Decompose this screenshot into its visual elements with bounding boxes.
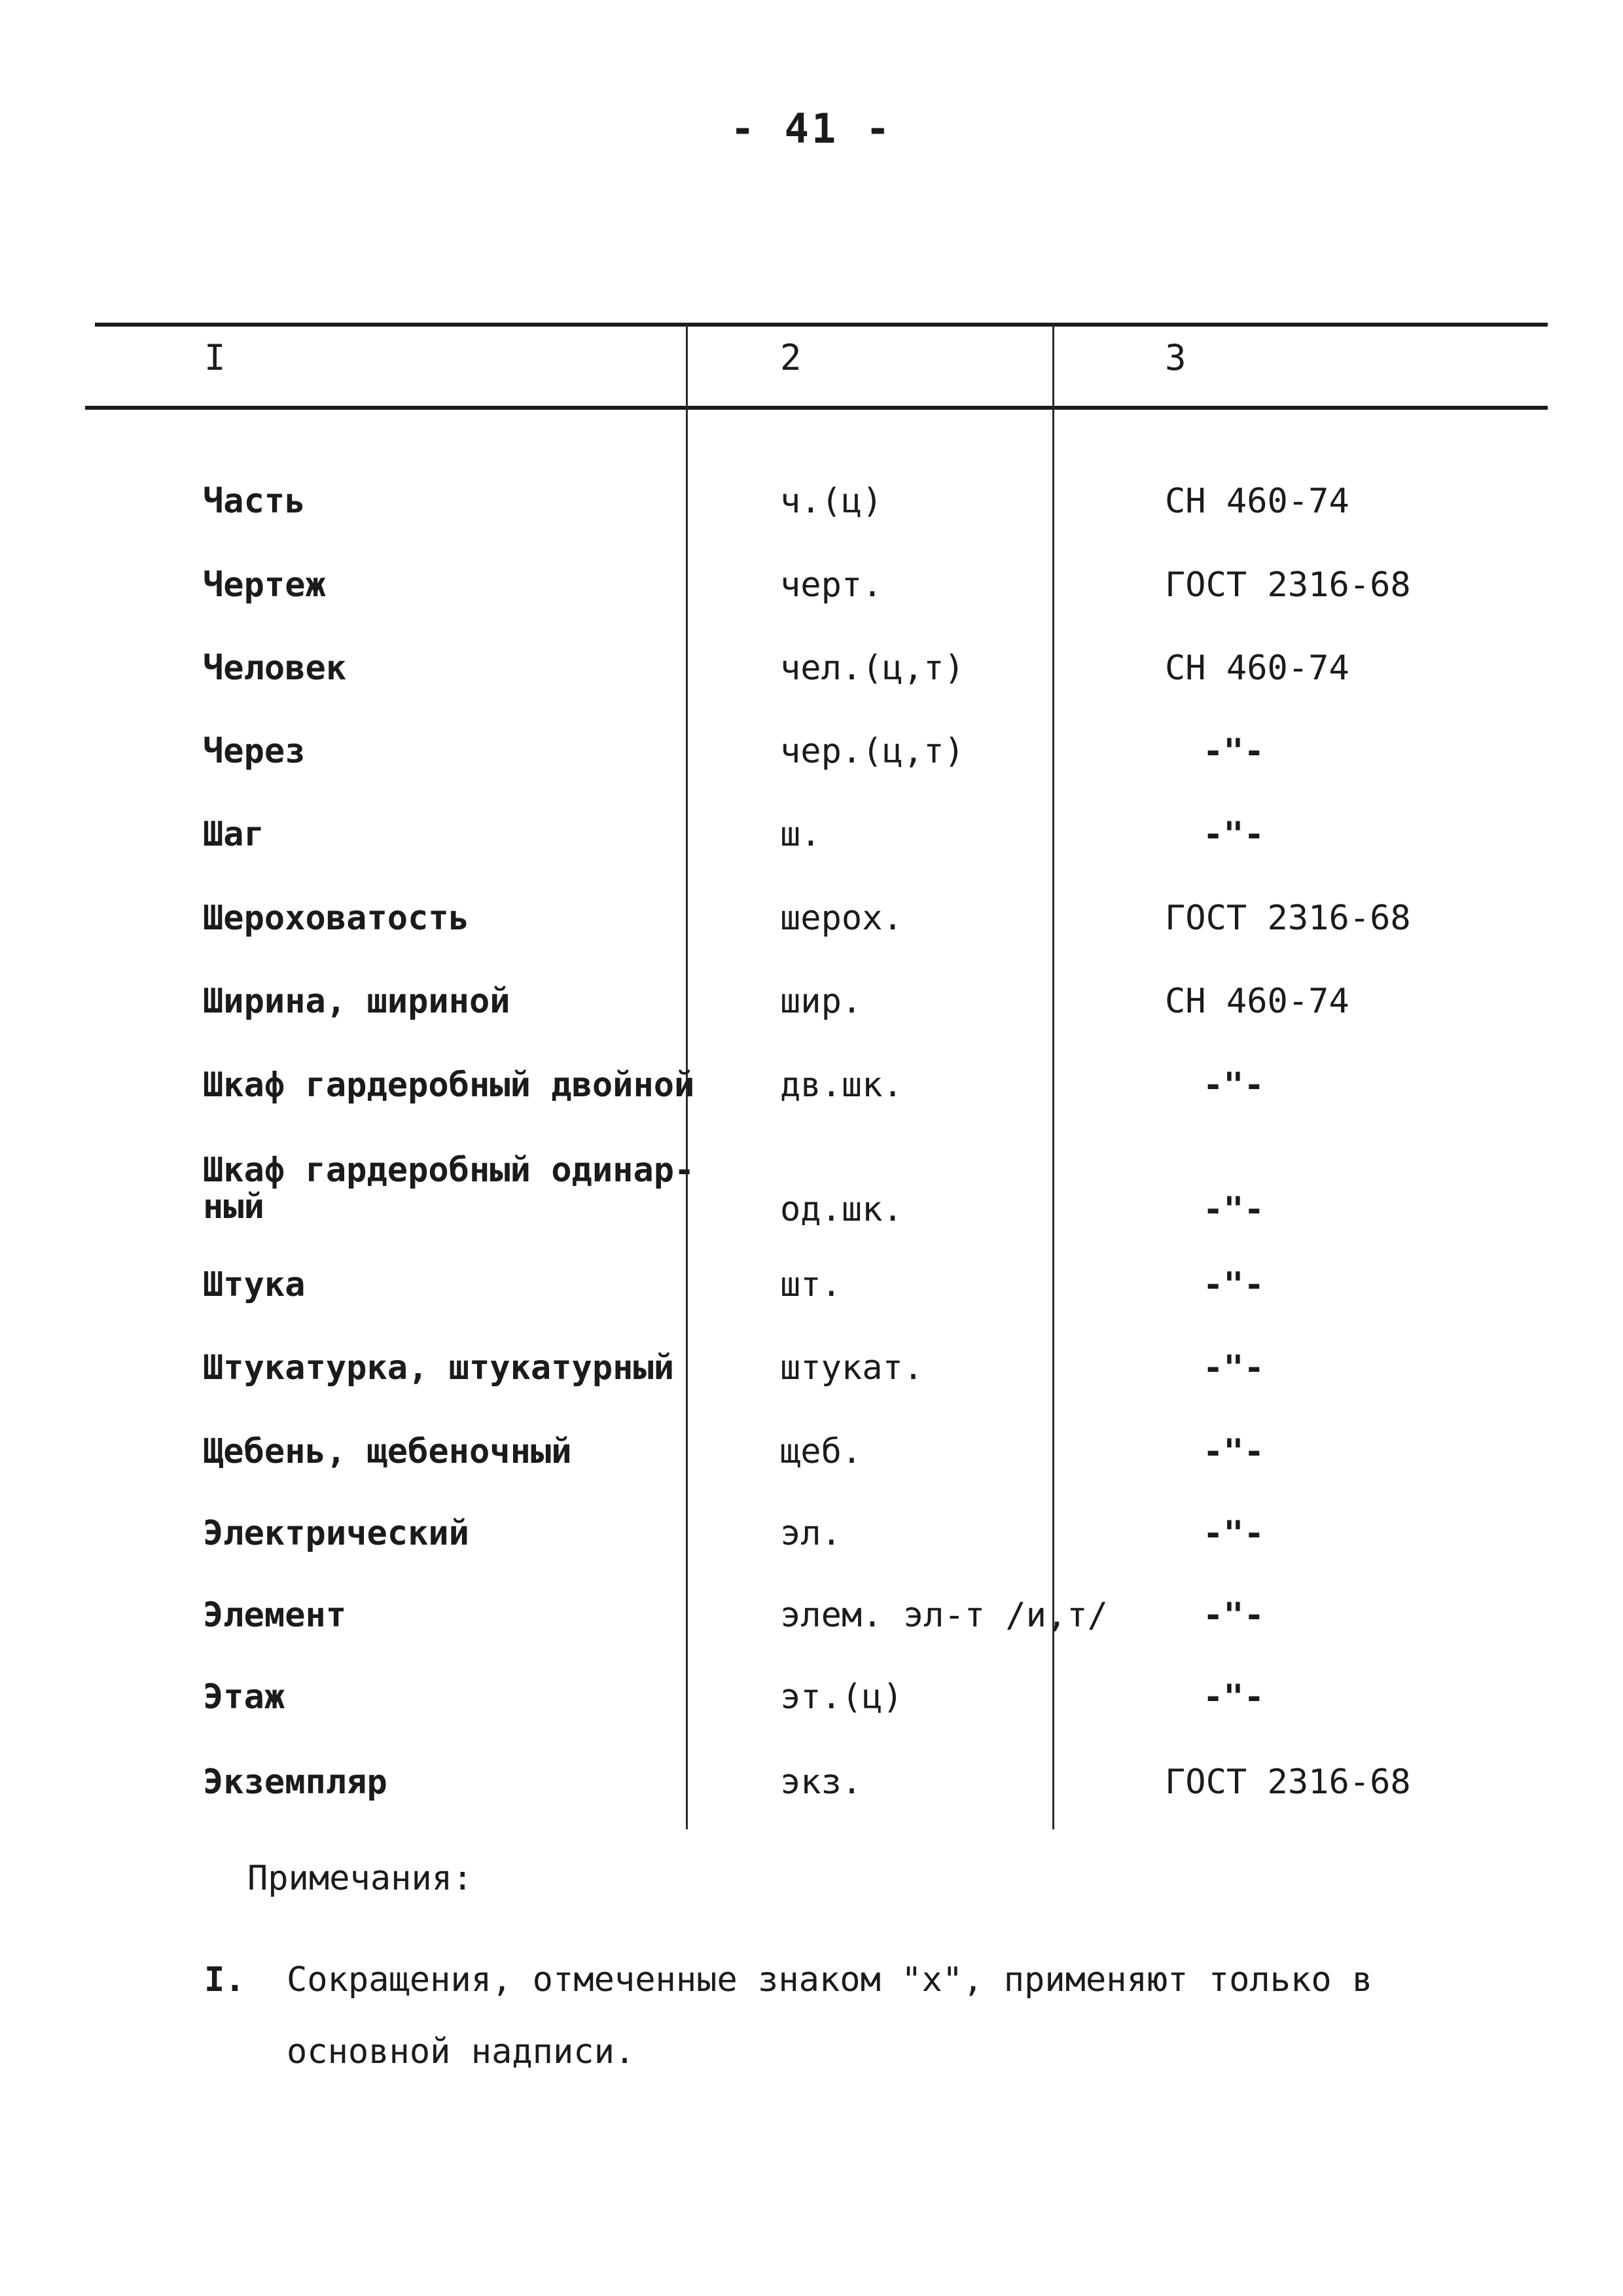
- abbreviation-cell: од.шк.: [780, 1190, 903, 1229]
- term-cell: Человек: [203, 649, 347, 688]
- note-number: I.: [204, 1960, 245, 2000]
- abbreviation-cell: эл.: [780, 1514, 842, 1553]
- abbreviation-cell: чер.(ц,т): [780, 732, 965, 771]
- reference-document-cell: СН 460-74: [1165, 649, 1349, 688]
- reference-document-cell: -"-: [1203, 732, 1264, 771]
- reference-document-cell: -"-: [1203, 1348, 1264, 1388]
- term-cell: Шкаф гардеробный одинар- ный: [203, 1151, 695, 1227]
- reference-document-cell: -"-: [1203, 1190, 1264, 1229]
- column-header-3: 3: [1165, 337, 1186, 378]
- reference-document-cell: -"-: [1203, 1596, 1264, 1635]
- abbreviation-cell: шерох.: [780, 899, 903, 938]
- term-cell: Экземпляр: [203, 1763, 387, 1802]
- reference-document-cell: -"-: [1203, 1514, 1264, 1553]
- reference-document-cell: -"-: [1203, 1265, 1264, 1304]
- reference-document-cell: ГОСТ 2316-68: [1165, 1763, 1411, 1802]
- reference-document-cell: -"-: [1203, 815, 1264, 854]
- reference-document-cell: ГОСТ 2316-68: [1165, 899, 1411, 938]
- note-text: Сокращения, отмеченные знаком "х", применяют только в основной надписи.: [287, 1960, 1373, 2072]
- term-cell: Шероховатость: [203, 899, 469, 938]
- reference-document-cell: СН 460-74: [1165, 982, 1349, 1021]
- page-number: - 41 -: [730, 105, 893, 152]
- term-cell: Шаг: [203, 815, 264, 854]
- term-cell: Часть: [203, 482, 306, 521]
- notes-title: Примечания:: [247, 1859, 473, 1898]
- abbreviation-cell: черт.: [780, 565, 883, 605]
- term-cell: Ширина, шириной: [203, 982, 510, 1021]
- reference-document-cell: ГОСТ 2316-68: [1165, 565, 1411, 605]
- table-top-rule: [95, 323, 1548, 327]
- column-header-1: I: [204, 337, 226, 378]
- term-cell: Чертеж: [203, 565, 326, 605]
- reference-document-cell: -"-: [1203, 1066, 1264, 1105]
- reference-document-cell: -"-: [1203, 1677, 1264, 1717]
- term-cell: Этаж: [203, 1677, 285, 1717]
- abbreviation-cell: элем. эл-т /и,т/: [780, 1596, 1108, 1635]
- abbreviation-cell: шир.: [780, 982, 863, 1021]
- abbreviation-cell: ч.(ц): [780, 482, 883, 521]
- abbreviation-cell: щеб.: [780, 1432, 863, 1471]
- abbreviation-cell: штукат.: [780, 1348, 924, 1388]
- abbreviation-cell: дв.шк.: [780, 1066, 903, 1105]
- reference-document-cell: -"-: [1203, 1432, 1264, 1471]
- term-cell: Шкаф гардеробный двойной: [203, 1066, 695, 1105]
- term-cell: Штука: [203, 1265, 306, 1304]
- abbreviation-cell: чел.(ц,т): [780, 649, 965, 688]
- column-header-2: 2: [780, 337, 802, 378]
- term-cell: Через: [203, 732, 306, 771]
- abbreviation-cell: ш.: [780, 815, 821, 854]
- term-cell: Электрический: [203, 1514, 469, 1553]
- reference-document-cell: СН 460-74: [1165, 482, 1349, 521]
- table-header-rule: [85, 406, 1548, 410]
- abbreviation-cell: экз.: [780, 1763, 863, 1802]
- term-cell: Щебень, щебеночный: [203, 1432, 572, 1471]
- abbreviation-cell: эт.(ц): [780, 1677, 903, 1717]
- term-cell: Элемент: [203, 1596, 347, 1635]
- term-cell: Штукатурка, штукатурный: [203, 1348, 675, 1388]
- abbreviation-cell: шт.: [780, 1265, 842, 1304]
